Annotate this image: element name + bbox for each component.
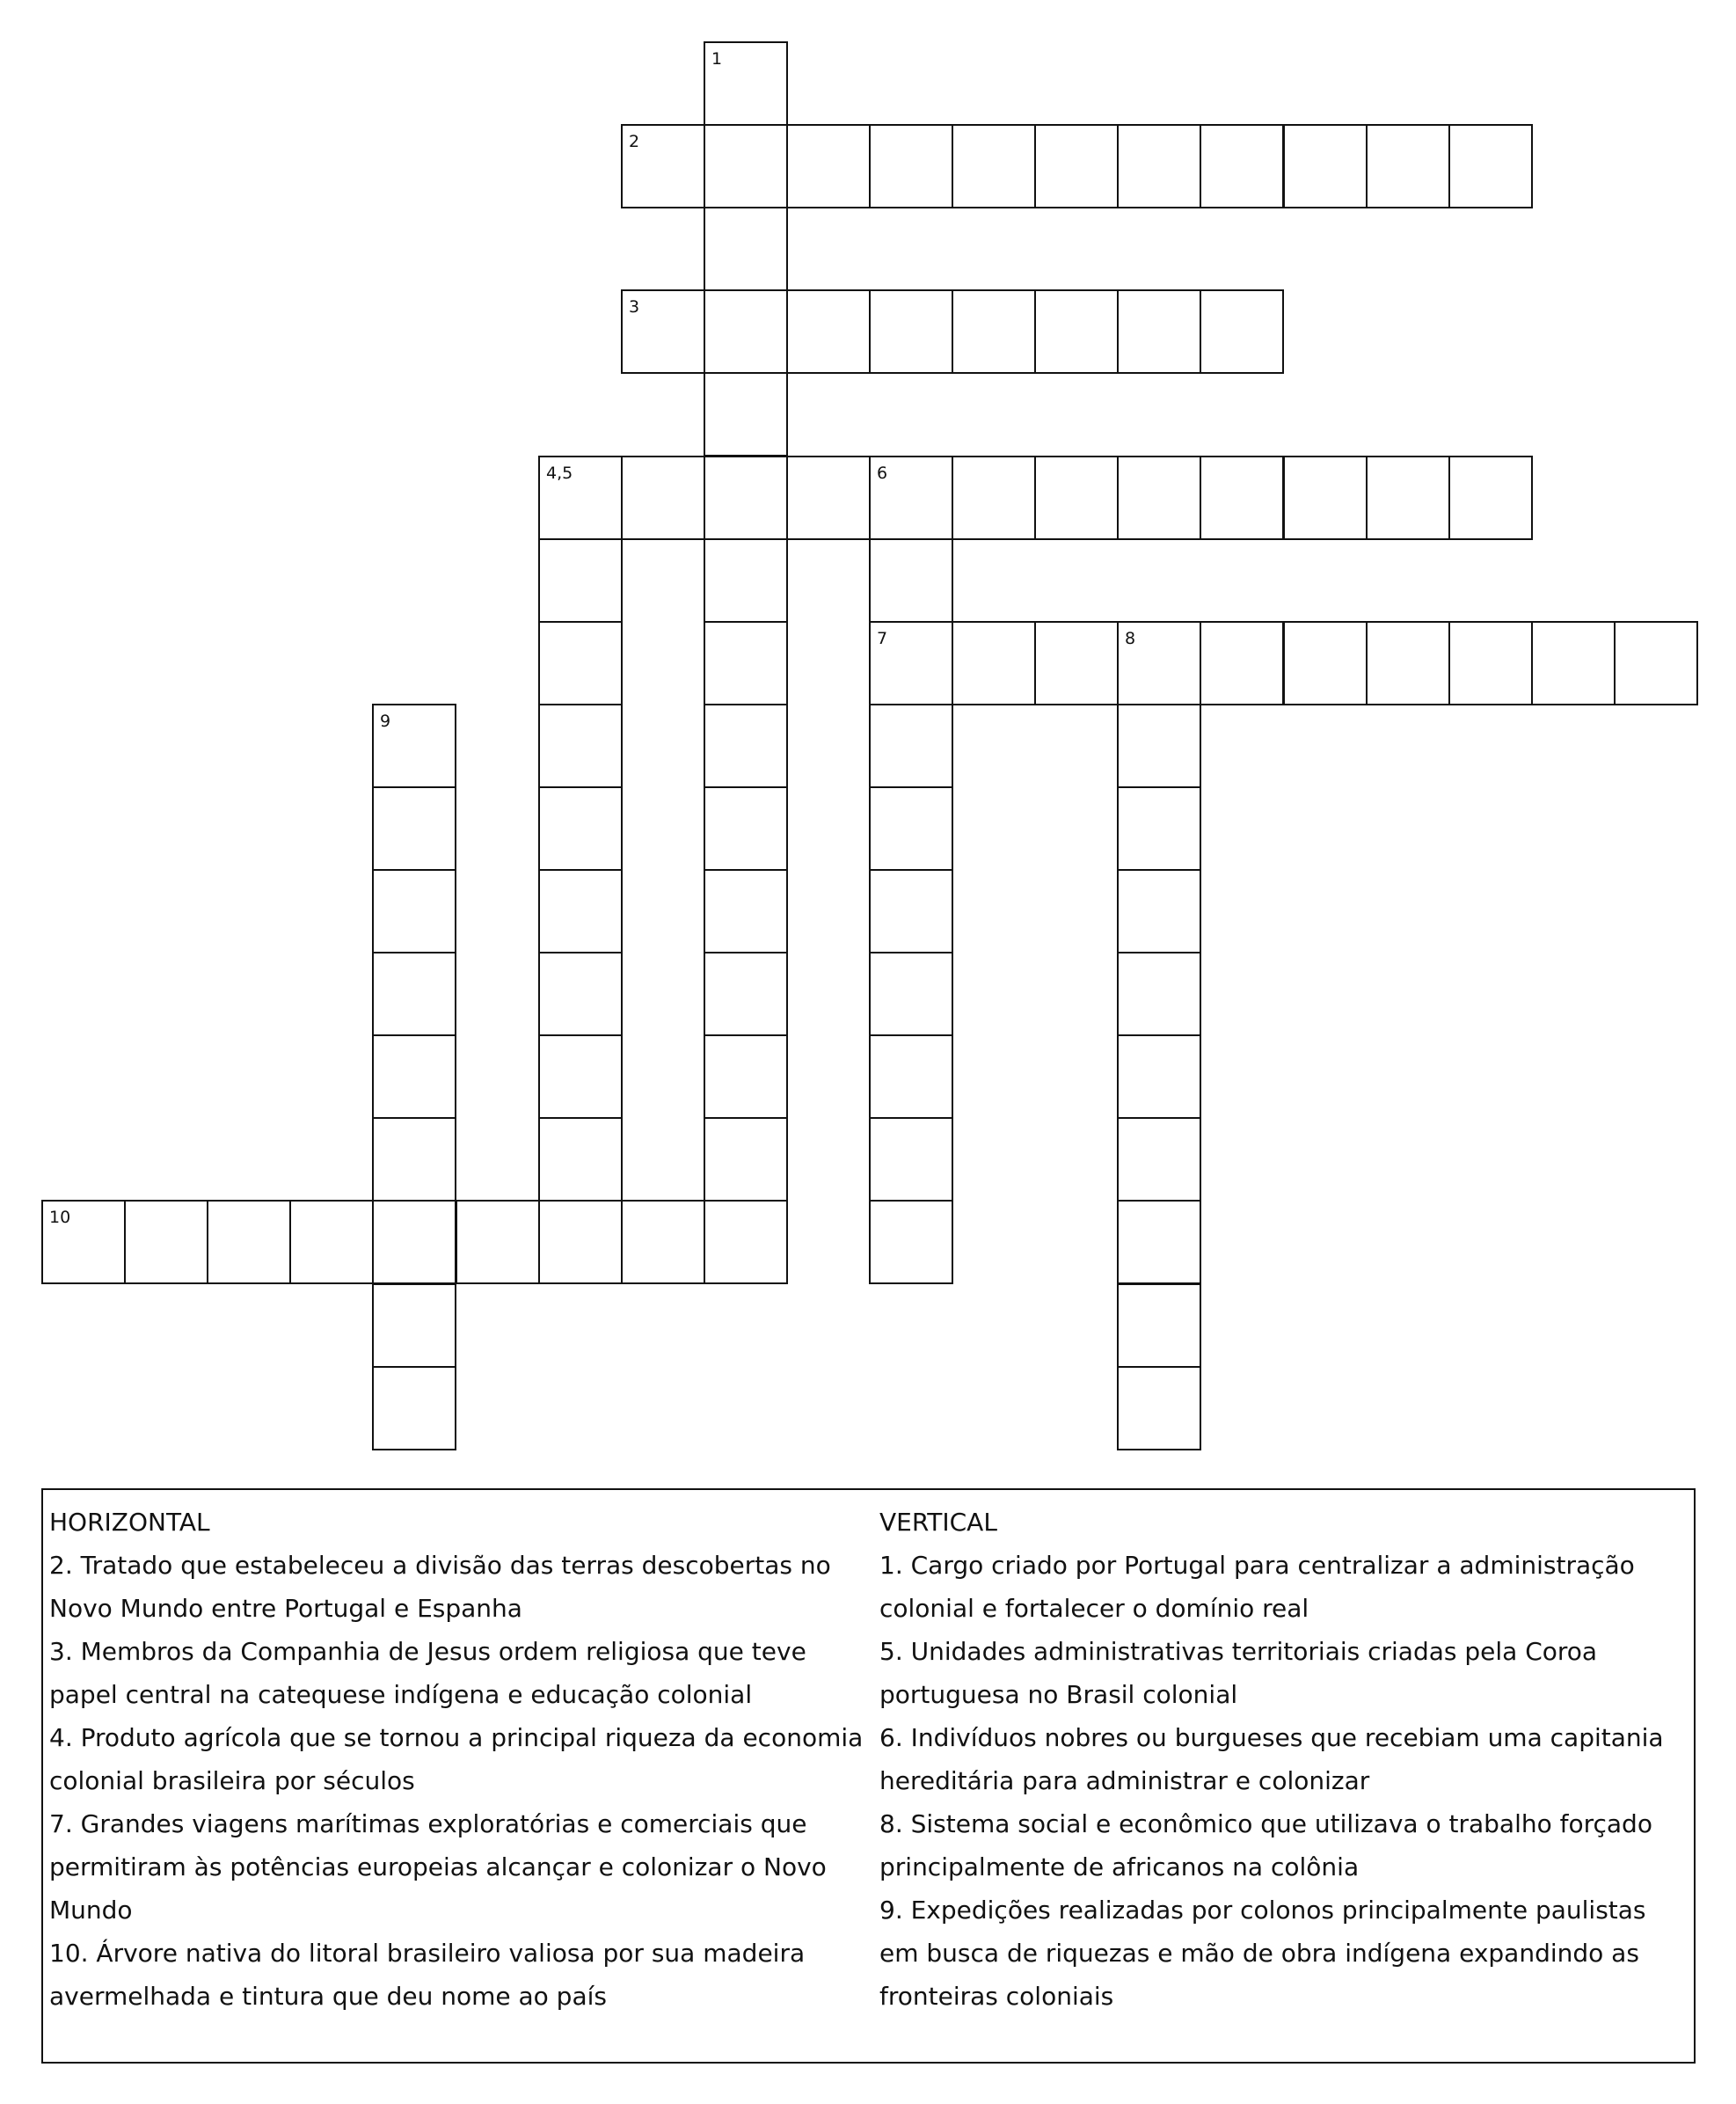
grid-cell[interactable] [1283,124,1368,208]
grid-cell[interactable] [869,456,953,540]
grid-cell[interactable] [372,1200,456,1284]
grid-cell[interactable] [372,1366,456,1450]
grid-cell[interactable] [869,1034,953,1119]
clue-v1: 1. Cargo criado por Portugal para centralizar a administração colonial e fortalecer o domínio real [879,1551,1635,1623]
grid-cell[interactable] [538,869,623,953]
vertical-clues [879,1501,1689,2018]
grid-cell[interactable] [952,124,1036,208]
clue-h4: 4. Produto agrícola que se tornou a principal riqueza da economia colonial brasileira por séculos [49,1723,864,1795]
grid-cell[interactable] [869,704,953,788]
grid-cell[interactable] [372,952,456,1036]
grid-cell[interactable] [538,786,623,871]
clue-h3: 3. Membros da Companhia de Jesus ordem religiosa que teve papel central na catequese indígena e educação colonial [49,1637,806,1709]
grid-cell[interactable] [372,1283,456,1368]
grid-cell[interactable] [538,456,623,540]
grid-cell[interactable] [704,869,788,953]
grid-cell[interactable] [1200,289,1284,374]
grid-cell[interactable] [704,456,788,540]
grid-cell[interactable] [869,124,953,208]
clue-h7: 7. Grandes viagens marítimas exploratórias e comerciais que permitiram às potências europeias alcançar e colonizar o Novo Mundo [49,1809,827,1925]
clue-number: 9 [380,712,391,731]
grid-cell[interactable] [1200,456,1284,540]
grid-cell[interactable] [1614,621,1698,705]
clue-v9: 9. Expedições realizadas por colonos principalmente paulistas em busca de riquezas e mão de obra indígena expandindo as fronteiras coloniais [879,1896,1646,2011]
clue-number: 1 [711,49,723,69]
grid-cell[interactable] [1117,1283,1201,1368]
grid-cell[interactable] [1117,1117,1201,1202]
grid-cell[interactable] [621,1200,705,1284]
grid-cell[interactable] [1366,621,1450,705]
grid-cell[interactable] [1117,704,1201,788]
grid-cell[interactable] [952,621,1036,705]
grid-cell[interactable] [621,124,705,208]
grid-cell[interactable] [538,621,623,705]
grid-cell[interactable] [1366,124,1450,208]
grid-cell[interactable] [1117,1034,1201,1119]
grid-cell[interactable] [207,1200,291,1284]
grid-cell[interactable] [869,1200,953,1284]
grid-cell[interactable] [1117,952,1201,1036]
grid-cell[interactable] [704,786,788,871]
grid-cell[interactable] [869,621,953,705]
clue-h10: 10. Árvore nativa do litoral brasileiro valiosa por sua madeira avermelhada e tintura que deu nome ao país [49,1939,806,2011]
grid-cell[interactable] [1117,289,1201,374]
grid-cell[interactable] [704,621,788,705]
grid-cell[interactable] [1117,1366,1201,1450]
grid-cell[interactable] [952,456,1036,540]
grid-cell[interactable] [952,289,1036,374]
grid-cell[interactable] [786,124,871,208]
grid-cell[interactable] [786,456,871,540]
grid-cell[interactable] [869,289,953,374]
grid-cell[interactable] [538,1034,623,1119]
clue-number: 7 [877,629,888,648]
grid-cell[interactable] [869,952,953,1036]
horizontal-clues [49,1501,872,2018]
grid-cell[interactable] [786,289,871,374]
grid-cell[interactable] [124,1200,208,1284]
grid-cell[interactable] [621,456,705,540]
grid-cell[interactable] [456,1200,540,1284]
grid-cell[interactable] [1034,124,1119,208]
grid-cell[interactable] [372,704,456,788]
grid-cell[interactable] [1034,456,1119,540]
grid-cell[interactable] [704,289,788,374]
grid-cell[interactable] [1283,456,1368,540]
grid-cell[interactable] [704,41,788,126]
grid-cell[interactable] [372,1117,456,1202]
grid-cell[interactable] [869,786,953,871]
clue-number: 3 [629,297,640,317]
grid-cell[interactable] [1117,124,1201,208]
grid-cell[interactable] [538,704,623,788]
grid-cell[interactable] [372,869,456,953]
grid-cell[interactable] [1200,621,1284,705]
grid-cell[interactable] [538,952,623,1036]
horizontal-title: HORIZONTAL [49,1508,210,1537]
grid-cell[interactable] [621,289,705,374]
grid-cell[interactable] [1117,786,1201,871]
clue-h2: 2. Tratado que estabeleceu a divisão das terras descobertas no Novo Mundo entre Portugal e Espanha [49,1551,831,1623]
grid-cell[interactable] [704,207,788,291]
grid-cell[interactable] [704,704,788,788]
clue-number: 8 [1125,629,1136,648]
grid-cell[interactable] [1117,621,1201,705]
grid-cell[interactable] [1531,621,1616,705]
clues-box [41,1488,1696,2064]
grid-cell[interactable] [1448,621,1533,705]
grid-cell[interactable] [1034,289,1119,374]
grid-cell[interactable] [1283,621,1368,705]
grid-cell[interactable] [704,372,788,457]
clue-v5: 5. Unidades administrativas territoriais criadas pela Coroa portuguesa no Brasil colonial [879,1637,1598,1709]
grid-cell[interactable] [538,538,623,623]
clue-number: 2 [629,132,640,151]
grid-cell[interactable] [704,952,788,1036]
grid-cell[interactable] [869,538,953,623]
clue-number: 4,5 [546,464,573,483]
grid-cell[interactable] [1200,124,1284,208]
grid-cell[interactable] [704,124,788,208]
grid-cell[interactable] [869,869,953,953]
grid-cell[interactable] [1117,456,1201,540]
grid-cell[interactable] [538,1117,623,1202]
vertical-title: VERTICAL [879,1508,997,1537]
grid-cell[interactable] [538,1200,623,1284]
grid-cell[interactable] [704,538,788,623]
grid-cell[interactable] [704,1117,788,1202]
clue-number: 6 [877,464,888,483]
grid-cell[interactable] [1117,869,1201,953]
grid-cell[interactable] [1448,124,1533,208]
grid-cell[interactable] [1117,1200,1201,1284]
grid-cell[interactable] [372,1034,456,1119]
grid-cell[interactable] [1034,621,1119,705]
clue-v8: 8. Sistema social e econômico que utilizava o trabalho forçado principalmente de africanos na colônia [879,1809,1652,1881]
clue-number: 10 [49,1208,71,1227]
grid-cell[interactable] [1366,456,1450,540]
grid-cell[interactable] [869,1117,953,1202]
grid-cell[interactable] [41,1200,126,1284]
grid-cell[interactable] [289,1200,374,1284]
grid-cell[interactable] [372,786,456,871]
grid-cell[interactable] [704,1034,788,1119]
grid-cell[interactable] [1448,456,1533,540]
clue-v6: 6. Indivíduos nobres ou burgueses que recebiam uma capitania hereditária para administrar e colonizar [879,1723,1664,1795]
grid-cell[interactable] [704,1200,788,1284]
